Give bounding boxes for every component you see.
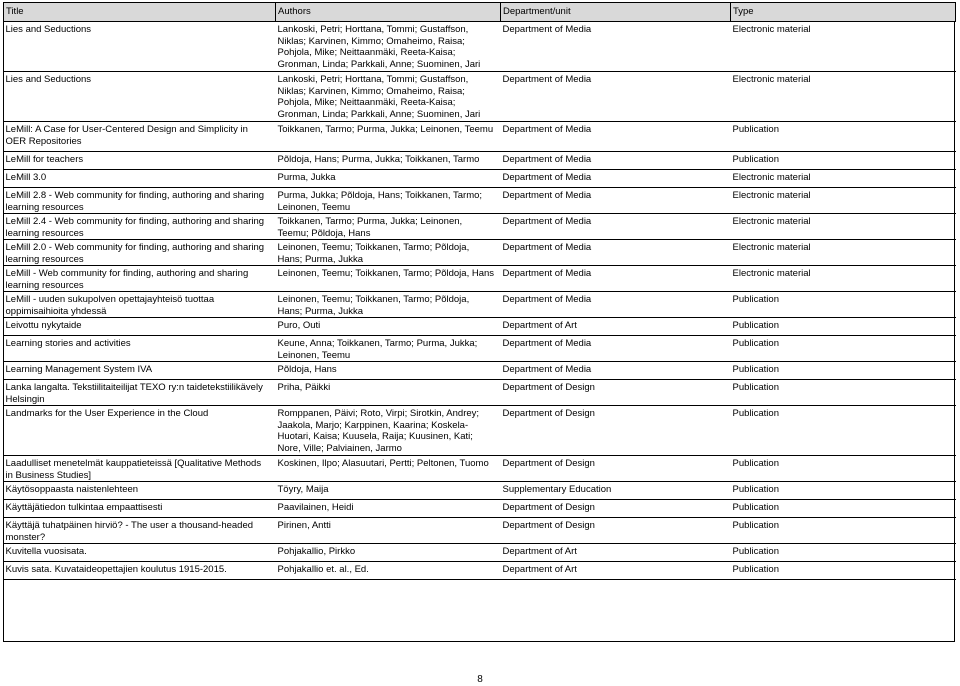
table-row <box>4 318 956 336</box>
row-authors: Pohjakallio, Pirkko <box>276 544 501 562</box>
row-type: Publication <box>731 122 956 152</box>
row-type: Publication <box>731 318 956 336</box>
row-type: Publication <box>731 380 956 406</box>
row-authors: Purma, Jukka; Põldoja, Hans; Toikkanen, Tarmo; Leinonen, Teemu <box>276 188 501 214</box>
row-department: Department of Art <box>501 544 731 562</box>
row-type: Electronic material <box>731 170 956 188</box>
page-number: 8 <box>477 674 483 685</box>
row-department: Department of Media <box>501 122 731 152</box>
row-type: Publication <box>731 518 956 544</box>
row-department: Department of Art <box>501 562 731 580</box>
row-department: Department of Media <box>501 362 731 380</box>
row-type: Electronic material <box>731 72 956 122</box>
row-authors: Toikkanen, Tarmo; Purma, Jukka; Leinonen, Teemu <box>276 122 501 152</box>
row-title: Kuvis sata. Kuvataideopettajien koulutus 1915-2015. <box>4 562 276 580</box>
table-row <box>4 500 956 518</box>
table-body <box>4 22 956 580</box>
row-department: Department of Design <box>501 518 731 544</box>
row-type: Publication <box>731 362 956 380</box>
row-authors: Paavilainen, Heidi <box>276 500 501 518</box>
row-department: Department of Media <box>501 214 731 240</box>
table-row <box>4 72 956 122</box>
publications-table <box>3 2 956 580</box>
row-department: Department of Media <box>501 266 731 292</box>
row-title: LeMill - uuden sukupolven opettajayhteisö tuottaa oppimisaihioita yhdessä <box>4 292 276 318</box>
row-authors: Puro, Outi <box>276 318 501 336</box>
row-title: Lies and Seductions <box>4 72 276 122</box>
row-department: Department of Design <box>501 456 731 482</box>
row-title: LeMill 3.0 <box>4 170 276 188</box>
row-title: Lies and Seductions <box>4 22 276 72</box>
row-type: Publication <box>731 544 956 562</box>
table-row <box>4 22 956 72</box>
row-title: Laadulliset menetelmät kauppatieteissä [Qualitative Methods in Business Studies] <box>4 456 276 482</box>
row-title: Käytösoppaasta naistenlehteen <box>4 482 276 500</box>
row-authors: Koskinen, Ilpo; Alasuutari, Pertti; Peltonen, Tuomo <box>276 456 501 482</box>
table-row <box>4 544 956 562</box>
row-type: Publication <box>731 152 956 170</box>
table-row <box>4 562 956 580</box>
row-title: Landmarks for the User Experience in the Cloud <box>4 406 276 456</box>
row-title: LeMill - Web community for finding, authoring and sharing learning resources <box>4 266 276 292</box>
header-type: Type <box>731 3 956 22</box>
row-authors: Pirinen, Antti <box>276 518 501 544</box>
row-authors: Romppanen, Päivi; Roto, Virpi; Sirotkin, Andrey; Jaakola, Marjo; Karppinen, Kaarina; Koskela-Huotari, Kaisa; Kuusela, Raija; Kuusinen, Kati; Nore, Ville; Palviainen, Jarmo <box>276 406 501 456</box>
row-department: Department of Media <box>501 188 731 214</box>
row-department: Department of Media <box>501 152 731 170</box>
table-row <box>4 406 956 456</box>
row-title: Leivottu nykytaide <box>4 318 276 336</box>
row-type: Publication <box>731 562 956 580</box>
row-type: Publication <box>731 456 956 482</box>
row-title: LeMill for teachers <box>4 152 276 170</box>
row-authors: Põldoja, Hans <box>276 362 501 380</box>
row-type: Electronic material <box>731 188 956 214</box>
row-title: Käyttäjätiedon tulkintaa empaattisesti <box>4 500 276 518</box>
row-title: Lanka langalta. Tekstiilitaiteilijat TEXO ry:n taidetekstiilikävely Helsingin <box>4 380 276 406</box>
row-type: Publication <box>731 500 956 518</box>
row-title: LeMill 2.8 - Web community for finding, authoring and sharing learning resources <box>4 188 276 214</box>
row-authors: Töyry, Maija <box>276 482 501 500</box>
row-authors: Leinonen, Teemu; Toikkanen, Tarmo; Põldoja, Hans; Purma, Jukka <box>276 240 501 266</box>
row-title: LeMill 2.0 - Web community for finding, authoring and sharing learning resources <box>4 240 276 266</box>
row-title: Käyttäjä tuhatpäinen hirviö? - The user a thousand-headed monster? <box>4 518 276 544</box>
row-type: Electronic material <box>731 22 956 72</box>
row-department: Supplementary Education <box>501 482 731 500</box>
row-authors: Keune, Anna; Toikkanen, Tarmo; Purma, Jukka; Leinonen, Teemu <box>276 336 501 362</box>
header-row <box>4 3 956 22</box>
row-type: Publication <box>731 336 956 362</box>
table-row <box>4 380 956 406</box>
row-title: LeMill 2.4 - Web community for finding, authoring and sharing learning resources <box>4 214 276 240</box>
row-department: Department of Media <box>501 170 731 188</box>
table-row <box>4 240 956 266</box>
row-department: Department of Media <box>501 72 731 122</box>
row-authors: Pohjakallio et. al., Ed. <box>276 562 501 580</box>
table-row <box>4 336 956 362</box>
row-department: Department of Design <box>501 406 731 456</box>
row-type: Publication <box>731 482 956 500</box>
header-title: Title <box>4 3 276 22</box>
row-type: Publication <box>731 406 956 456</box>
row-title: Kuvitella vuosisata. <box>4 544 276 562</box>
row-type: Electronic material <box>731 214 956 240</box>
row-department: Department of Media <box>501 22 731 72</box>
row-authors: Leinonen, Teemu; Toikkanen, Tarmo; Põldoja, Hans <box>276 266 501 292</box>
row-authors: Põldoja, Hans; Purma, Jukka; Toikkanen, Tarmo <box>276 152 501 170</box>
table-row <box>4 362 956 380</box>
row-department: Department of Media <box>501 292 731 318</box>
table-row <box>4 292 956 318</box>
row-authors: Priha, Päikki <box>276 380 501 406</box>
table-row <box>4 170 956 188</box>
table-row <box>4 456 956 482</box>
table-row <box>4 122 956 152</box>
header-authors: Authors <box>276 3 501 22</box>
header-department: Department/unit <box>501 3 731 22</box>
table-row <box>4 518 956 544</box>
row-type: Electronic material <box>731 240 956 266</box>
row-title: LeMill: A Case for User-Centered Design and Simplicity in OER Repositories <box>4 122 276 152</box>
row-authors: Toikkanen, Tarmo; Purma, Jukka; Leinonen, Teemu; Põldoja, Hans <box>276 214 501 240</box>
row-type: Electronic material <box>731 266 956 292</box>
table-row <box>4 482 956 500</box>
row-authors: Lankoski, Petri; Horttana, Tommi; Gustaffson, Niklas; Karvinen, Kimmo; Omaheimo, Raisa; Pohjola, Mike; Neittaanmäki, Reeta-Kaisa; Gronman, Linda; Parkkali, Anne; Suominen, Jari <box>276 22 501 72</box>
table-row <box>4 188 956 214</box>
table-row <box>4 266 956 292</box>
table-row <box>4 152 956 170</box>
row-authors: Leinonen, Teemu; Toikkanen, Tarmo; Põldoja, Hans; Purma, Jukka <box>276 292 501 318</box>
row-department: Department of Art <box>501 318 731 336</box>
row-department: Department of Media <box>501 336 731 362</box>
row-department: Department of Design <box>501 500 731 518</box>
row-title: Learning Management System IVA <box>4 362 276 380</box>
row-authors: Lankoski, Petri; Horttana, Tommi; Gustaffson, Niklas; Karvinen, Kimmo; Omaheimo, Raisa; Pohjola, Mike; Neittaanmäki, Reeta-Kaisa; Gronman, Linda; Parkkali, Anne; Suominen, Jari <box>276 72 501 122</box>
row-department: Department of Media <box>501 240 731 266</box>
row-authors: Purma, Jukka <box>276 170 501 188</box>
row-department: Department of Design <box>501 380 731 406</box>
row-type: Publication <box>731 292 956 318</box>
table-row <box>4 214 956 240</box>
row-title: Learning stories and activities <box>4 336 276 362</box>
